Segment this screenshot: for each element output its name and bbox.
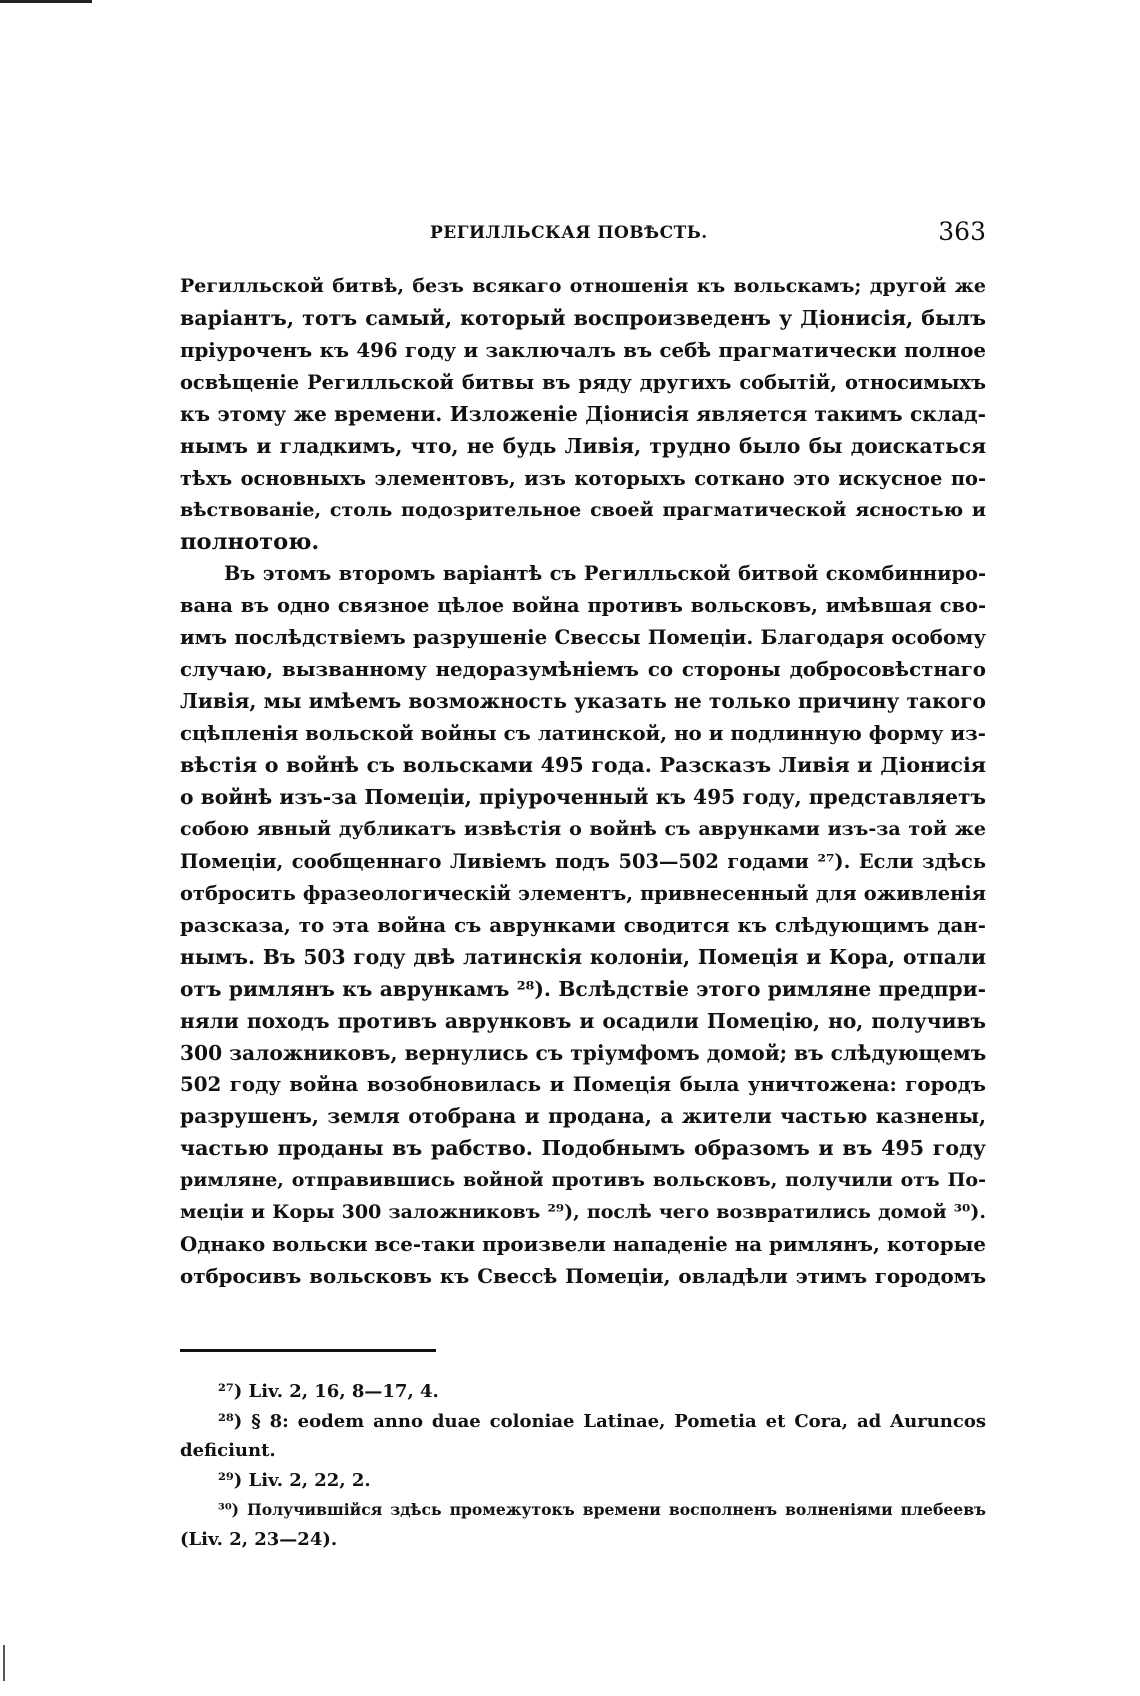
text-line: разсказа, то эта война съ аврунками сводится къ слѣдующимъ дан-	[180, 912, 986, 937]
text-line: вѣствованіе, столь подозрительное своей прагматической ясностью и	[180, 498, 986, 521]
text-line: Регилльской битвѣ, безъ всякаго отношенія къ вольскамъ; другой же	[180, 275, 986, 297]
footnote-continuation: deficiunt.	[180, 1440, 276, 1461]
text-line: освѣщеніе Регилльской битвы въ ряду другихъ событій, относимыхъ	[180, 370, 986, 394]
text-line: Однако вольски все-таки произвели нападеніе на римлянъ, которые	[180, 1232, 986, 1257]
footnote: ²⁷) Liv. 2, 16, 8—17, 4.	[218, 1381, 439, 1402]
text-line: 300 заложниковъ, вернулись съ тріумфомъ домой; въ слѣдующемъ	[180, 1040, 986, 1065]
paragraph-first-line: Въ этомъ второмъ варіантѣ съ Регилльской битвой скомбинниро-	[224, 562, 986, 586]
footnote: ²⁸) § 8: eodem anno duae coloniae Latinae, Pometia et Cora, ad Auruncos	[218, 1410, 986, 1432]
text-line: имъ послѣдствіемъ разрушеніе Свессы Помеціи. Благодаря особому	[180, 625, 986, 650]
text-line: отбросивъ вольсковъ къ Свессѣ Помеціи, овладѣли этимъ городомъ	[180, 1264, 986, 1289]
text-line: нымъ и гладкимъ, что, не будь Ливія, трудно было бы доискаться	[180, 433, 986, 458]
text-line: вѣстія о войнѣ съ вольсками 495 года. Разсказъ Ливія и Діонисія	[180, 753, 986, 778]
text-line: нымъ. Въ 503 году двѣ латинскія колоніи, Помеція и Кора, отпали	[180, 944, 986, 969]
text-line: полнотою.	[180, 528, 320, 555]
text-line: няли походъ противъ аврунковъ и осадили Помецію, но, получивъ	[180, 1008, 986, 1033]
footnote: ³⁰) Получившійся здѣсь промежутокъ времени восполненъ волненіями плебеевъ	[218, 1500, 986, 1519]
footnote: ²⁹) Liv. 2, 22, 2.	[218, 1469, 371, 1491]
text-line: меціи и Коры 300 заложниковъ ²⁹), послѣ чего возвратились домой ³⁰).	[180, 1201, 986, 1224]
text-line: о войнѣ изъ-за Помеціи, пріуроченный къ 495 году, представляетъ	[180, 785, 986, 809]
text-line: Ливія, мы имѣемъ возможность указать не только причину такого	[180, 689, 986, 714]
top-rule	[0, 0, 92, 3]
text-line: 502 году война возобновилась и Помеція была уничтожена: городъ	[180, 1072, 986, 1097]
text-line: Помеціи, сообщеннаго Ливіемъ подъ 503—502 годами ²⁷). Если здѣсь	[180, 849, 986, 873]
text-line: вана въ одно связное цѣлое война противъ вольсковъ, имѣвшая сво-	[180, 594, 986, 618]
text-line: римляне, отправившись войной противъ вольсковъ, получили отъ По-	[180, 1169, 986, 1192]
text-line: сцѣпленія вольской войны съ латинской, но и подлинную форму из-	[180, 721, 986, 746]
footnotes	[180, 1377, 986, 1554]
footnote-continuation: (Liv. 2, 23—24).	[180, 1528, 338, 1550]
text-line: собою явный дубликатъ извѣстія о войнѣ съ аврунками изъ-за той же	[180, 817, 986, 840]
text-line: пріуроченъ къ 496 году и заключалъ въ себѣ прагматически полное	[180, 337, 986, 362]
text-line: частью проданы въ рабство. Подобнымъ образомъ и въ 495 году	[180, 1136, 986, 1161]
page-number: 363	[938, 217, 986, 246]
text-line: разрушенъ, земля отобрана и продана, а жители частью казнены,	[180, 1104, 986, 1129]
page-header	[180, 217, 986, 251]
body-text	[180, 271, 986, 1293]
text-line: варіантъ, тотъ самый, который воспроизведенъ у Діонисія, былъ	[180, 305, 986, 330]
text-line: отъ римлянъ къ аврункамъ ²⁸). Вслѣдствіе этого римляне предпри-	[180, 976, 986, 1001]
text-line: отбросить фразеологическій элементъ, привнесенный для оживленія	[180, 881, 986, 905]
text-line: случаю, вызванному недоразумѣніемъ со стороны добросовѣстнаго	[180, 657, 986, 682]
footnote-divider	[180, 1349, 436, 1352]
text-line: къ этому же времени. Изложеніе Діонисія является такимъ склад-	[180, 401, 986, 426]
scan-margin-mark	[3, 1645, 5, 1681]
running-title: РЕГИЛЛЬСКАЯ ПОВѢСТЬ.	[430, 223, 708, 243]
text-line: тѣхъ основныхъ элементовъ, изъ которыхъ соткано это искусное по-	[180, 466, 986, 490]
